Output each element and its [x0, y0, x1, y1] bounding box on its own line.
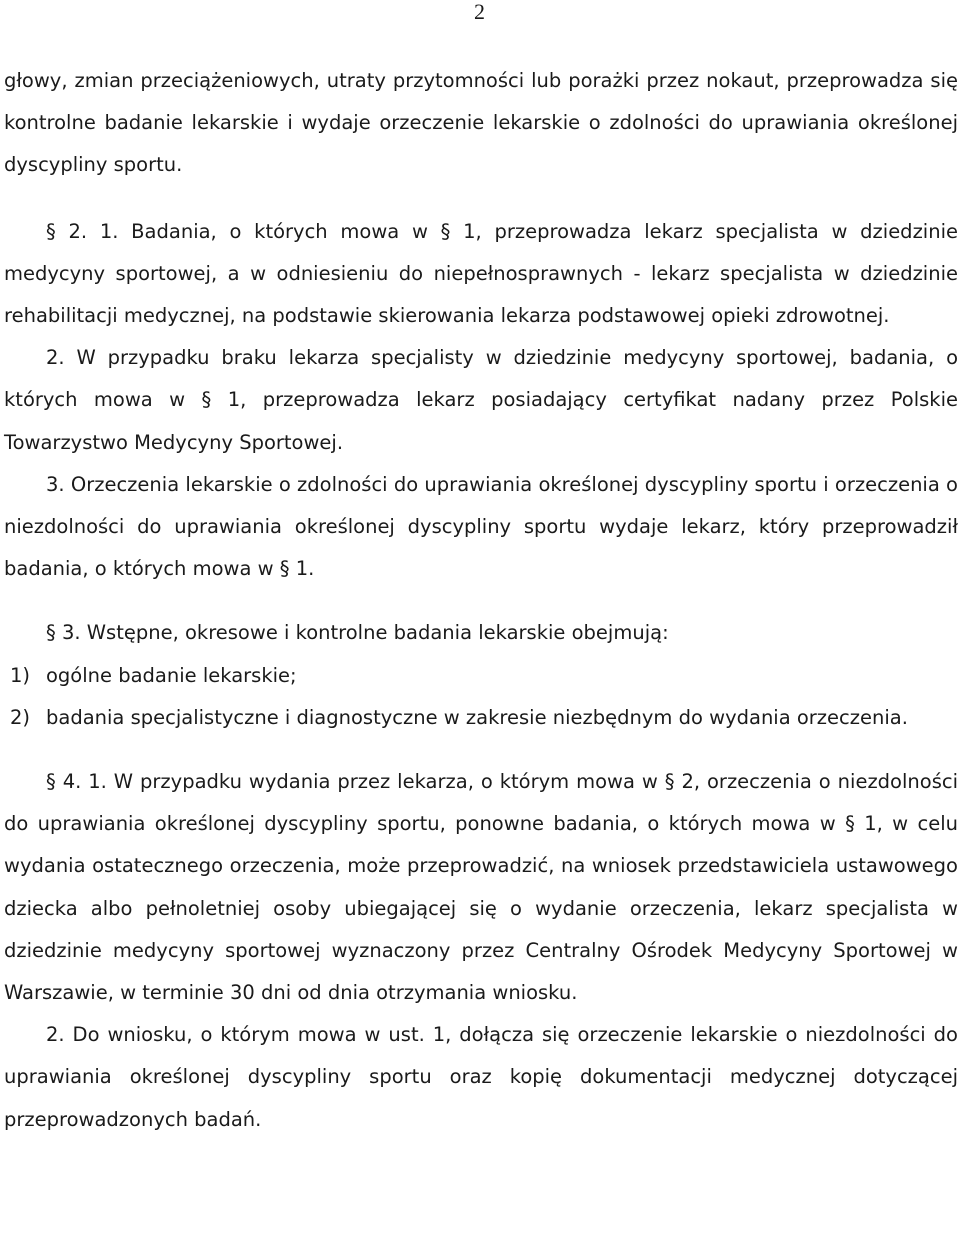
- list-item: [4, 697, 958, 739]
- section-2-paragraph-2: 2. W przypadku braku lekarza specjalisty w dziedzinie medycyny sportowej, badania, o których mowa w § 1, przeprowadza lekarz posiadający certyfikat nadany przez Polskie Towarzystwo Medycyny Sportowej.: [4, 346, 958, 454]
- paragraph-continuation: głowy, zmian przeciążeniowych, utraty przytomności lub porażki przez nokaut, przeprowadza się kontrolne badanie lekarskie i wydaje orzeczenie lekarskie o zdolności do uprawiania określonej dyscypliny sportu.: [4, 69, 958, 177]
- list-marker: 1): [10, 663, 31, 687]
- section-4-paragraph-1: § 4. 1. W przypadku wydania przez lekarza, o którym mowa w § 2, orzeczenia o niezdolności do uprawiania określonej dyscypliny sportu, ponowne badania, o których mowa w § 1, w celu wydania ostatecznego orzeczenia, może przeprowadzić, na wniosek przedstawiciela ustawowego dziecka albo pełnoletniej osoby ubiegającej się o wydanie orzeczenia, lekarz specjalista w dziedzinie medycyny sportowej wyznaczony przez Centralny Ośrodek Medycyny Sportowej w Warszawie, w terminie 30 dni od dnia otrzymania wniosku.: [4, 770, 958, 1005]
- document-body: [4, 60, 958, 1141]
- list-item-text: ogólne badanie lekarskie;: [46, 663, 297, 687]
- section-2-paragraph-1: § 2. 1. Badania, o których mowa w § 1, przeprowadza lekarz specjalista w dziedzinie medycyny sportowej, a w odniesieniu do niepełnosprawnych - lekarz specjalista w dziedzinie rehabilitacji medycznej, na podstawie skierowania lekarza podstawowej opieki zdrowotnej.: [4, 219, 958, 328]
- section-2-paragraph-3: 3. Orzeczenia lekarskie o zdolności do uprawiania określonej dyscypliny sportu i orzeczenia o niezdolności do uprawiania określonej dyscypliny sportu wydaje lekarz, który przeprowadził badania, o których mowa w § 1.: [4, 472, 958, 581]
- section-3-intro: § 3. Wstępne, okresowe i kontrolne badania lekarskie obejmują:: [46, 621, 669, 645]
- list-item-text: badania specjalistyczne i diagnostyczne w zakresie niezbędnym do wydania orzeczenia.: [46, 705, 908, 729]
- list-item: [4, 655, 958, 697]
- list-marker: 2): [10, 705, 31, 729]
- page-number: 2: [474, 0, 485, 24]
- section-4-paragraph-2: 2. Do wniosku, o którym mowa w ust. 1, dołącza się orzeczenie lekarskie o niezdolności do uprawiania określonej dyscypliny sportu oraz kopię dokumentacji medycznej dotyczącej przeprowadzonych badań.: [4, 1023, 958, 1131]
